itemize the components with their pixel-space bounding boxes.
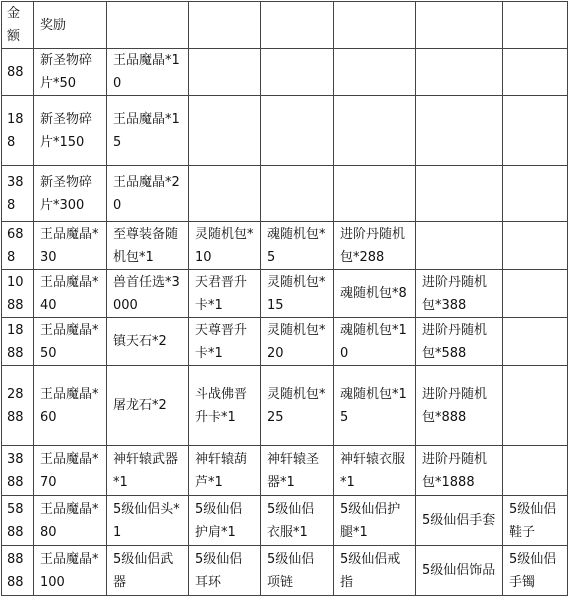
reward-cell: 进阶丹随机包*1888 xyxy=(416,446,503,496)
reward-table xyxy=(1,1,568,596)
reward-cell: 5级仙侣护肩*1 xyxy=(189,496,261,546)
reward-cell xyxy=(503,96,568,166)
amount-cell: 1888 xyxy=(2,318,34,366)
table-row xyxy=(2,166,568,222)
reward-cell xyxy=(416,222,503,270)
reward-cell: 5级仙侣衣服*1 xyxy=(261,496,334,546)
reward-cell xyxy=(189,96,261,166)
reward-cell xyxy=(503,49,568,96)
reward-cell: 灵随机包*25 xyxy=(261,366,334,446)
header-empty-cell xyxy=(503,2,568,49)
reward-cell xyxy=(503,318,568,366)
reward-cell: 神轩辕武器*1 xyxy=(107,446,189,496)
reward-table-body xyxy=(2,2,568,596)
amount-cell: 688 xyxy=(2,222,34,270)
reward-cell xyxy=(189,166,261,222)
table-row xyxy=(2,318,568,366)
reward-cell: 5级仙侣武器 xyxy=(107,546,189,596)
reward-cell xyxy=(416,96,503,166)
reward-cell: 王品魔晶*15 xyxy=(107,96,189,166)
reward-cell: 屠龙石*2 xyxy=(107,366,189,446)
reward-cell: 王品魔晶*100 xyxy=(34,546,107,596)
reward-cell xyxy=(416,49,503,96)
header-empty-cell xyxy=(107,2,189,49)
reward-cell: 5级仙侣耳环 xyxy=(189,546,261,596)
header-empty-cell xyxy=(334,2,416,49)
reward-cell: 神轩辕圣器*1 xyxy=(261,446,334,496)
reward-cell xyxy=(503,366,568,446)
table-row xyxy=(2,496,568,546)
amount-cell: 5888 xyxy=(2,496,34,546)
reward-cell: 5级仙侣头*1 xyxy=(107,496,189,546)
reward-cell: 天君晋升卡*1 xyxy=(189,270,261,318)
reward-cell: 5级仙侣手镯 xyxy=(503,546,568,596)
table-row xyxy=(2,446,568,496)
reward-cell: 魂随机包*15 xyxy=(334,366,416,446)
reward-cell: 新圣物碎片*300 xyxy=(34,166,107,222)
reward-cell: 王品魔晶*30 xyxy=(34,222,107,270)
amount-header: 金额 xyxy=(2,2,34,49)
reward-cell: 王品魔晶*10 xyxy=(107,49,189,96)
reward-cell: 神轩辕葫芦*1 xyxy=(189,446,261,496)
reward-cell xyxy=(261,49,334,96)
reward-cell: 5级仙侣鞋子 xyxy=(503,496,568,546)
reward-cell: 进阶丹随机包*588 xyxy=(416,318,503,366)
amount-cell: 2888 xyxy=(2,366,34,446)
reward-cell: 灵随机包*15 xyxy=(261,270,334,318)
table-row xyxy=(2,222,568,270)
reward-cell xyxy=(189,49,261,96)
reward-cell xyxy=(503,446,568,496)
reward-cell: 神轩辕衣服*1 xyxy=(334,446,416,496)
table-row xyxy=(2,546,568,596)
reward-cell: 王品魔晶*70 xyxy=(34,446,107,496)
table-row xyxy=(2,366,568,446)
reward-cell: 王品魔晶*40 xyxy=(34,270,107,318)
reward-cell: 5级仙侣戒指 xyxy=(334,546,416,596)
reward-cell: 镇天石*2 xyxy=(107,318,189,366)
reward-cell: 5级仙侣护腿*1 xyxy=(334,496,416,546)
table-row xyxy=(2,49,568,96)
reward-cell xyxy=(334,49,416,96)
header-empty-cell xyxy=(189,2,261,49)
header-row xyxy=(2,2,568,49)
table-row xyxy=(2,96,568,166)
reward-cell xyxy=(503,166,568,222)
amount-cell: 3888 xyxy=(2,446,34,496)
amount-cell: 388 xyxy=(2,166,34,222)
reward-cell: 进阶丹随机包*388 xyxy=(416,270,503,318)
reward-cell: 灵随机包*20 xyxy=(261,318,334,366)
reward-cell: 灵随机包*10 xyxy=(189,222,261,270)
reward-cell: 兽首任选*3000 xyxy=(107,270,189,318)
reward-cell: 5级仙侣项链 xyxy=(261,546,334,596)
reward-cell xyxy=(334,166,416,222)
table-row xyxy=(2,270,568,318)
header-empty-cell xyxy=(261,2,334,49)
amount-cell: 188 xyxy=(2,96,34,166)
reward-header: 奖励 xyxy=(34,2,107,49)
reward-cell xyxy=(503,270,568,318)
reward-cell xyxy=(261,166,334,222)
reward-cell: 5级仙侣手套 xyxy=(416,496,503,546)
amount-cell: 88 xyxy=(2,49,34,96)
reward-cell xyxy=(334,96,416,166)
header-empty-cell xyxy=(416,2,503,49)
reward-cell xyxy=(503,222,568,270)
reward-cell: 王品魔晶*60 xyxy=(34,366,107,446)
reward-cell: 新圣物碎片*50 xyxy=(34,49,107,96)
amount-cell: 8888 xyxy=(2,546,34,596)
reward-cell: 王品魔晶*20 xyxy=(107,166,189,222)
amount-cell: 1088 xyxy=(2,270,34,318)
reward-cell: 王品魔晶*50 xyxy=(34,318,107,366)
reward-cell: 进阶丹随机包*888 xyxy=(416,366,503,446)
reward-cell: 魂随机包*10 xyxy=(334,318,416,366)
reward-cell: 5级仙侣饰品 xyxy=(416,546,503,596)
reward-cell: 王品魔晶*80 xyxy=(34,496,107,546)
reward-cell: 魂随机包*8 xyxy=(334,270,416,318)
reward-cell: 斗战佛晋升卡*1 xyxy=(189,366,261,446)
reward-cell: 魂随机包*5 xyxy=(261,222,334,270)
reward-cell xyxy=(416,166,503,222)
reward-cell xyxy=(261,96,334,166)
reward-cell: 进阶丹随机包*288 xyxy=(334,222,416,270)
reward-cell: 新圣物碎片*150 xyxy=(34,96,107,166)
reward-cell: 天尊晋升卡*1 xyxy=(189,318,261,366)
reward-cell: 至尊装备随机包*1 xyxy=(107,222,189,270)
